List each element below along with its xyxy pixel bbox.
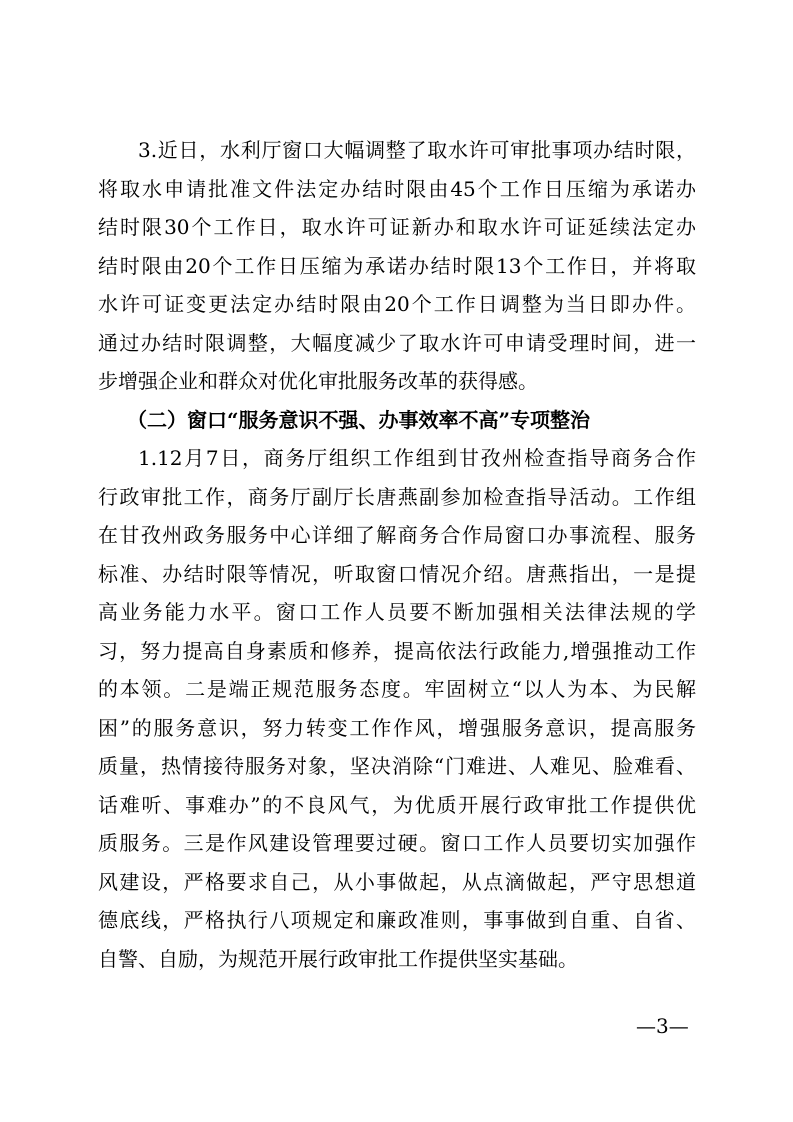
paragraph-line: 标准、办结时限等情况，听取窗口情况介绍。唐燕指出，一是提	[98, 561, 696, 586]
paragraph-line: 话难听、事难办”的不良风气，为优质开展行政审批工作提供优	[98, 792, 696, 817]
paragraph-line: 步增强企业和群众对优化审批服务改革的获得感。	[98, 369, 538, 393]
paragraph-line: 1.12月7日，商务厅组织工作组到甘孜州检查指导商务合作	[138, 446, 696, 470]
section-heading: （二）窗口“服务意识不强、办事效率不高”专项整治	[127, 407, 591, 432]
paragraph-line: 自警、自励，为规范开展行政审批工作提供坚实基础。	[98, 946, 578, 971]
paragraph-line: 结时限30个工作日，取水许可证新办和取水许可证延续法定办	[98, 215, 696, 239]
paragraph-line: 习，努力提高自身素质和修养，提高依法行政能力,增强推动工作	[98, 638, 696, 663]
paragraph-line: 质量，热情接待服务对象，坚决消除“门难进、人难见、脸难看、	[98, 754, 696, 778]
paragraph-line: 困”的服务意识，努力转变工作作风，增强服务意识，提高服务	[98, 715, 696, 740]
paragraph-line: 3.近日，水利厅窗口大幅调整了取水许可审批事项办结时限，	[138, 138, 696, 162]
paragraph-line: 的本领。二是端正规范服务态度。牢固树立“以人为本、为民解	[98, 677, 696, 701]
paragraph-line: 结时限由20个工作日压缩为承诺办结时限13个工作日，并将取	[98, 253, 696, 278]
paragraph-line: 质服务。三是作风建设管理要过硬。窗口工作人员要切实加强作	[98, 831, 696, 855]
paragraph-line: 德底线，严格执行八项规定和廉政准则，事事做到自重、自省、	[98, 908, 696, 932]
paragraph-line: 通过办结时限调整，大幅度减少了取水许可申请受理时间，进一	[98, 330, 696, 355]
paragraph-line: 风建设，严格要求自己，从小事做起，从点滴做起，严守思想道	[98, 869, 696, 894]
paragraph-line: 将取水申请批准文件法定办结时限由45个工作日压缩为承诺办	[98, 176, 696, 201]
page-number: —3—	[636, 1014, 689, 1038]
paragraph-line: 水许可证变更法定办结时限由20个工作日调整为当日即办件。	[98, 292, 696, 316]
paragraph-line: 在甘孜州政务服务中心详细了解商务合作局窗口办事流程、服务	[98, 523, 696, 547]
paragraph-line: 行政审批工作，商务厅副厅长唐燕副参加检查指导活动。工作组	[98, 484, 696, 509]
paragraph-line: 高业务能力水平。窗口工作人员要不断加强相关法律法规的学	[98, 600, 696, 624]
